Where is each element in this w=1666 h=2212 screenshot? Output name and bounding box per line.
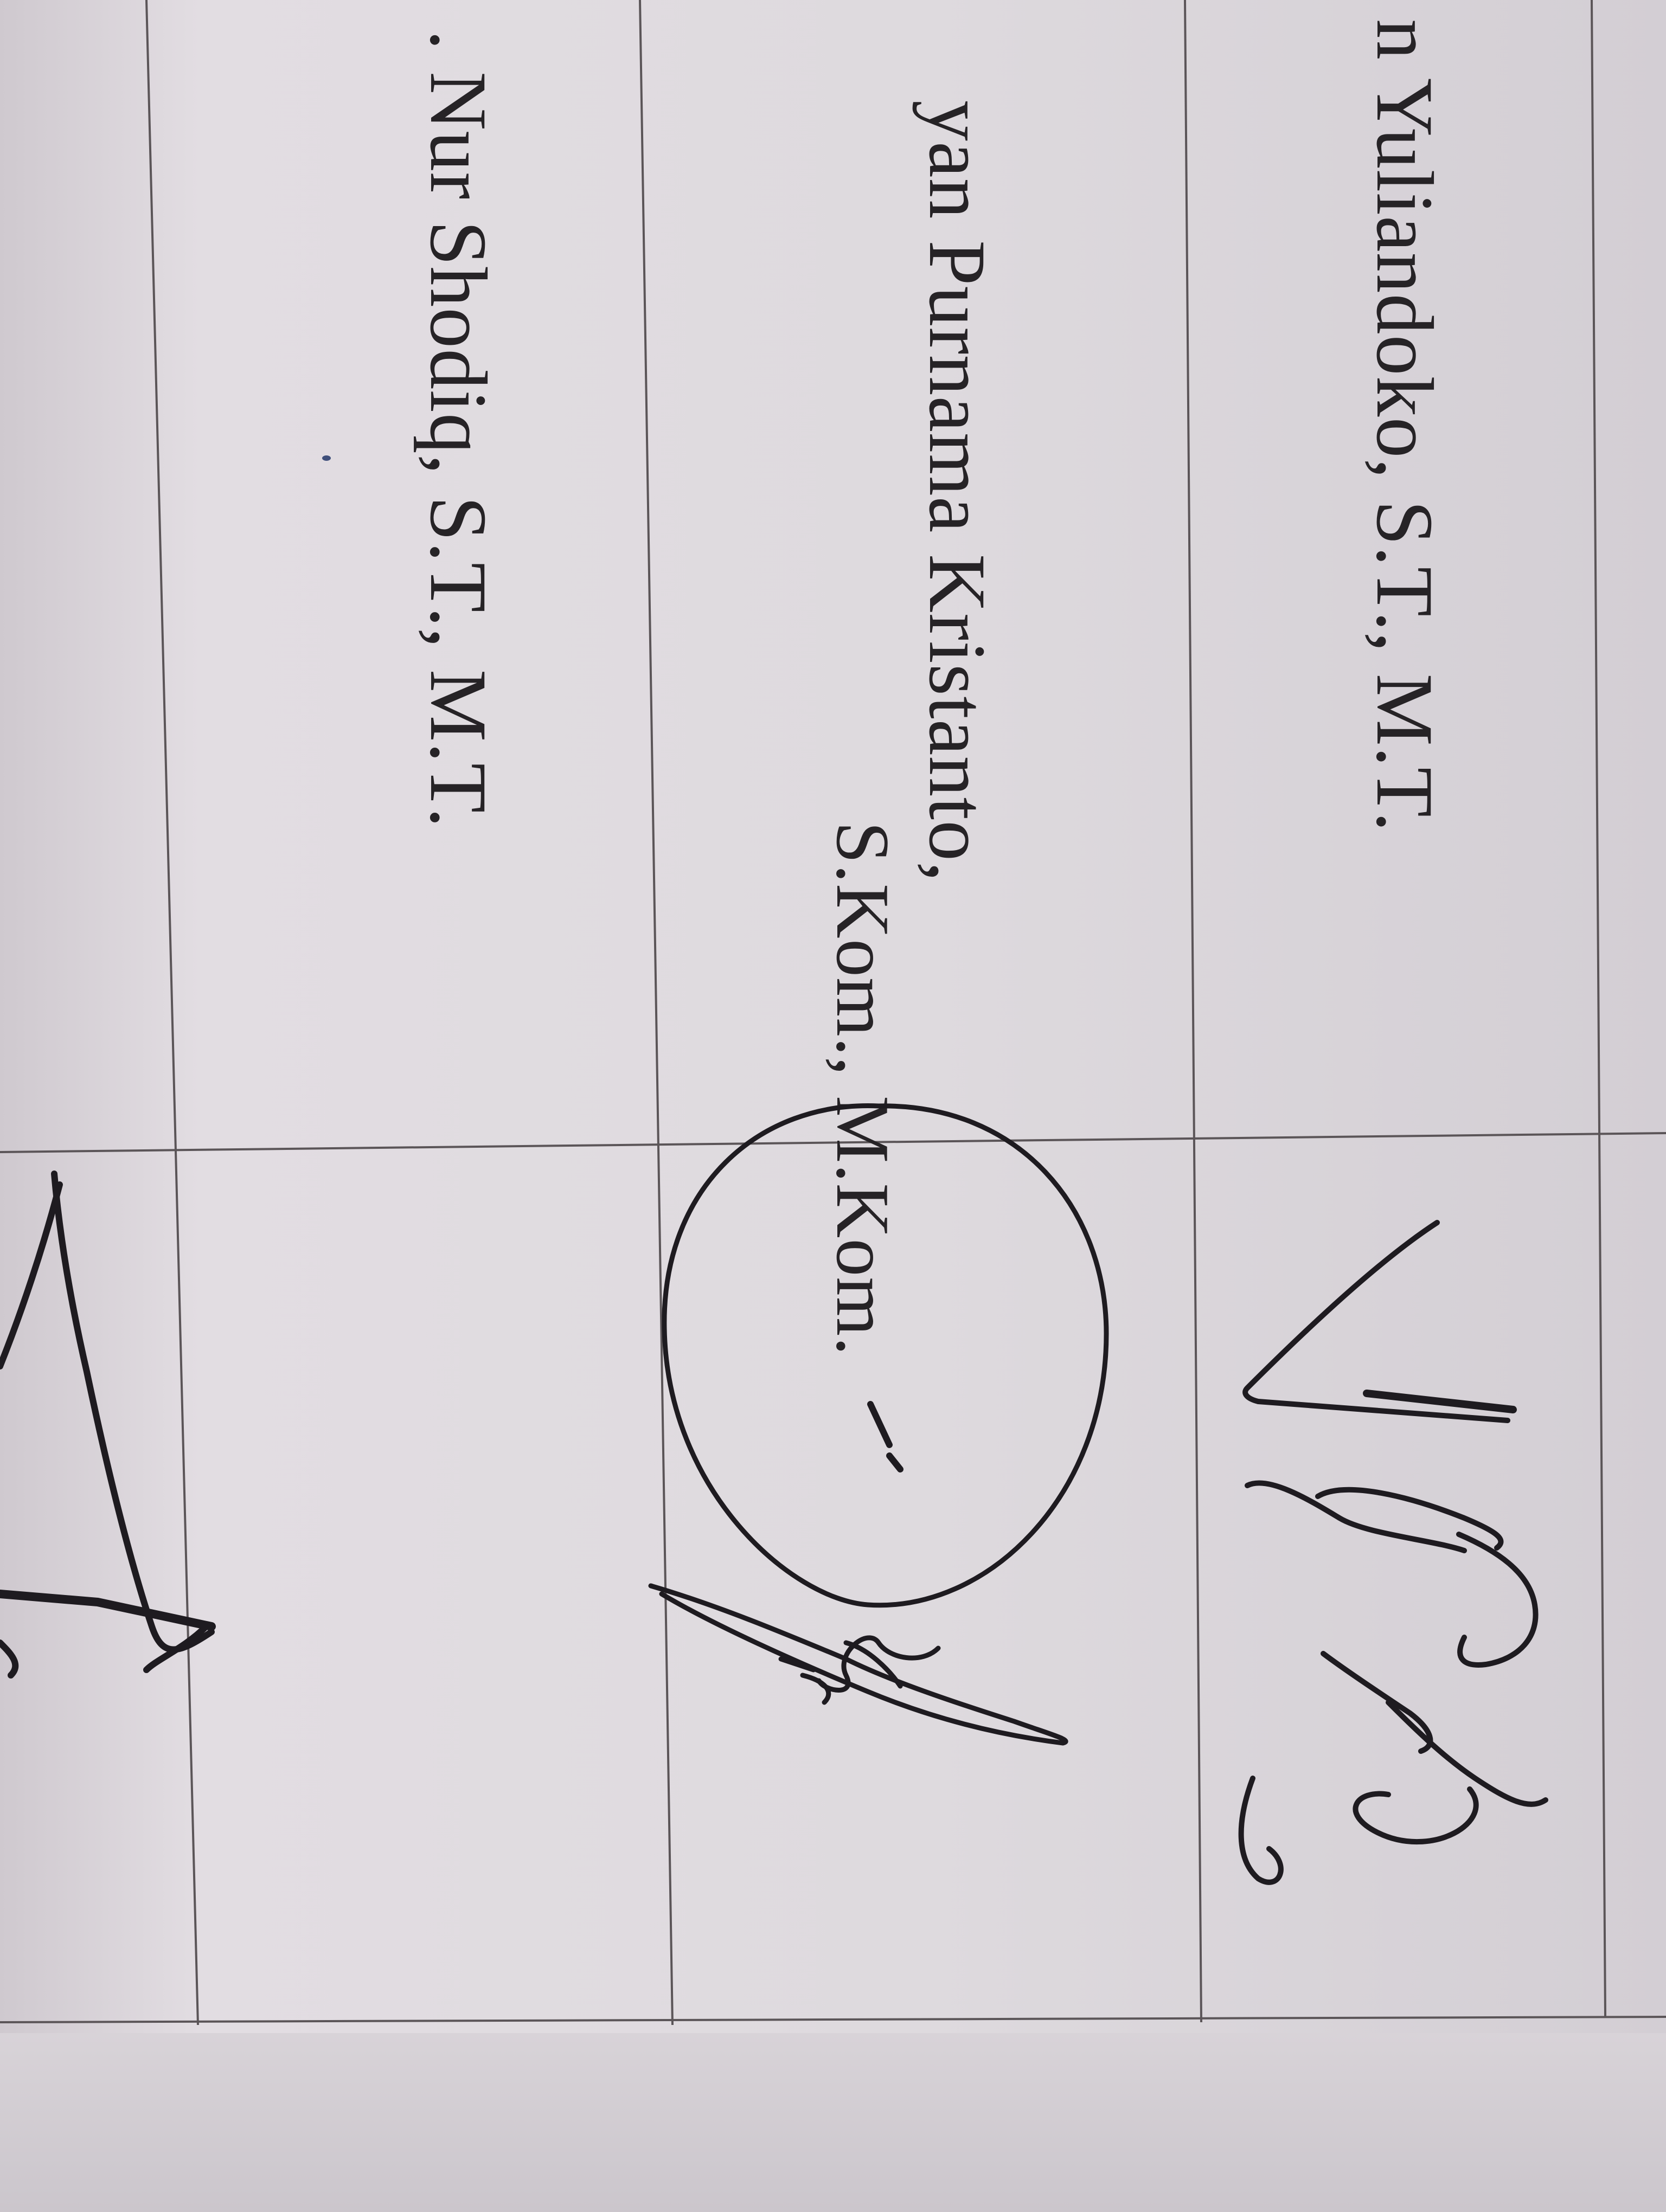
name-row-1: n Yuliandoko, S.T., M.T. xyxy=(1360,19,1450,833)
table-border-right xyxy=(1592,0,1605,2017)
name-row-2-line-1: yan Purnama Kristanto, xyxy=(912,100,1002,883)
name-row-3: . Nur Shodiq, S.T., M.T. xyxy=(413,30,503,828)
row-divider xyxy=(1185,0,1201,2022)
name-row-2-line-2: S.Kom., M.Kom. xyxy=(821,821,905,1356)
row-divider xyxy=(146,0,198,2025)
table-border-bottom xyxy=(0,2017,1666,2022)
row-divider xyxy=(640,0,672,2025)
